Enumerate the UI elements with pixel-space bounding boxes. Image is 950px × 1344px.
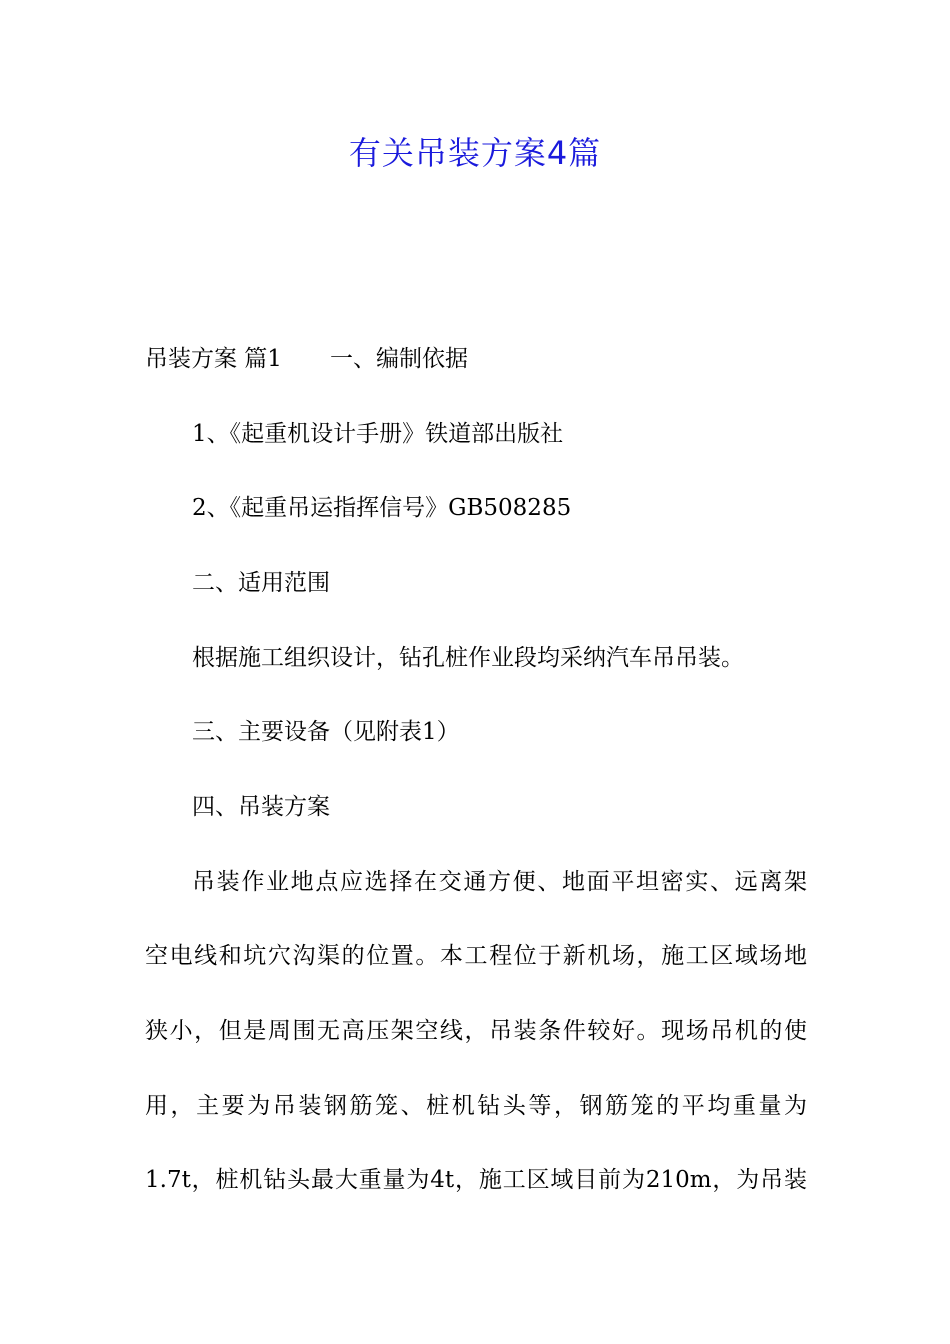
paragraph-line-4: 用，主要为吊装钢筋笼、桩机钻头等，钢筋笼的平均重量为 xyxy=(145,1093,807,1119)
section-heading-line xyxy=(145,343,468,375)
reference-item-2: 2、《起重吊运指挥信号》GB508285 xyxy=(192,495,572,521)
plan-heading: 四、吊装方案 xyxy=(192,794,330,820)
section-first-item: 一、编制依据 xyxy=(329,346,468,372)
scope-heading: 二、适用范围 xyxy=(192,570,330,596)
document-title: 有关吊装方案4篇 xyxy=(348,134,602,172)
paragraph-line-3: 狭小，但是周围无高压架空线，吊装条件较好。现场吊机的使 xyxy=(145,1018,807,1044)
scope-text: 根据施工组织设计，钻孔桩作业段均采纳汽车吊吊装。 xyxy=(192,645,744,671)
equipment-heading: 三、主要设备（见附表1） xyxy=(192,719,460,745)
paragraph-line-2: 空电线和坑穴沟渠的位置。本工程位于新机场，施工区域场地 xyxy=(145,943,807,969)
paragraph-line-1: 吊装作业地点应选择在交通方便、地面平坦密实、远离架 xyxy=(192,869,807,895)
paragraph-line-5: 1.7t，桩机钻头最大重量为4t，施工区域目前为210m，为吊装 xyxy=(145,1167,807,1193)
section-label: 吊装方案 篇1 xyxy=(145,346,282,372)
reference-item-1: 1、《起重机设计手册》铁道部出版社 xyxy=(192,421,564,447)
